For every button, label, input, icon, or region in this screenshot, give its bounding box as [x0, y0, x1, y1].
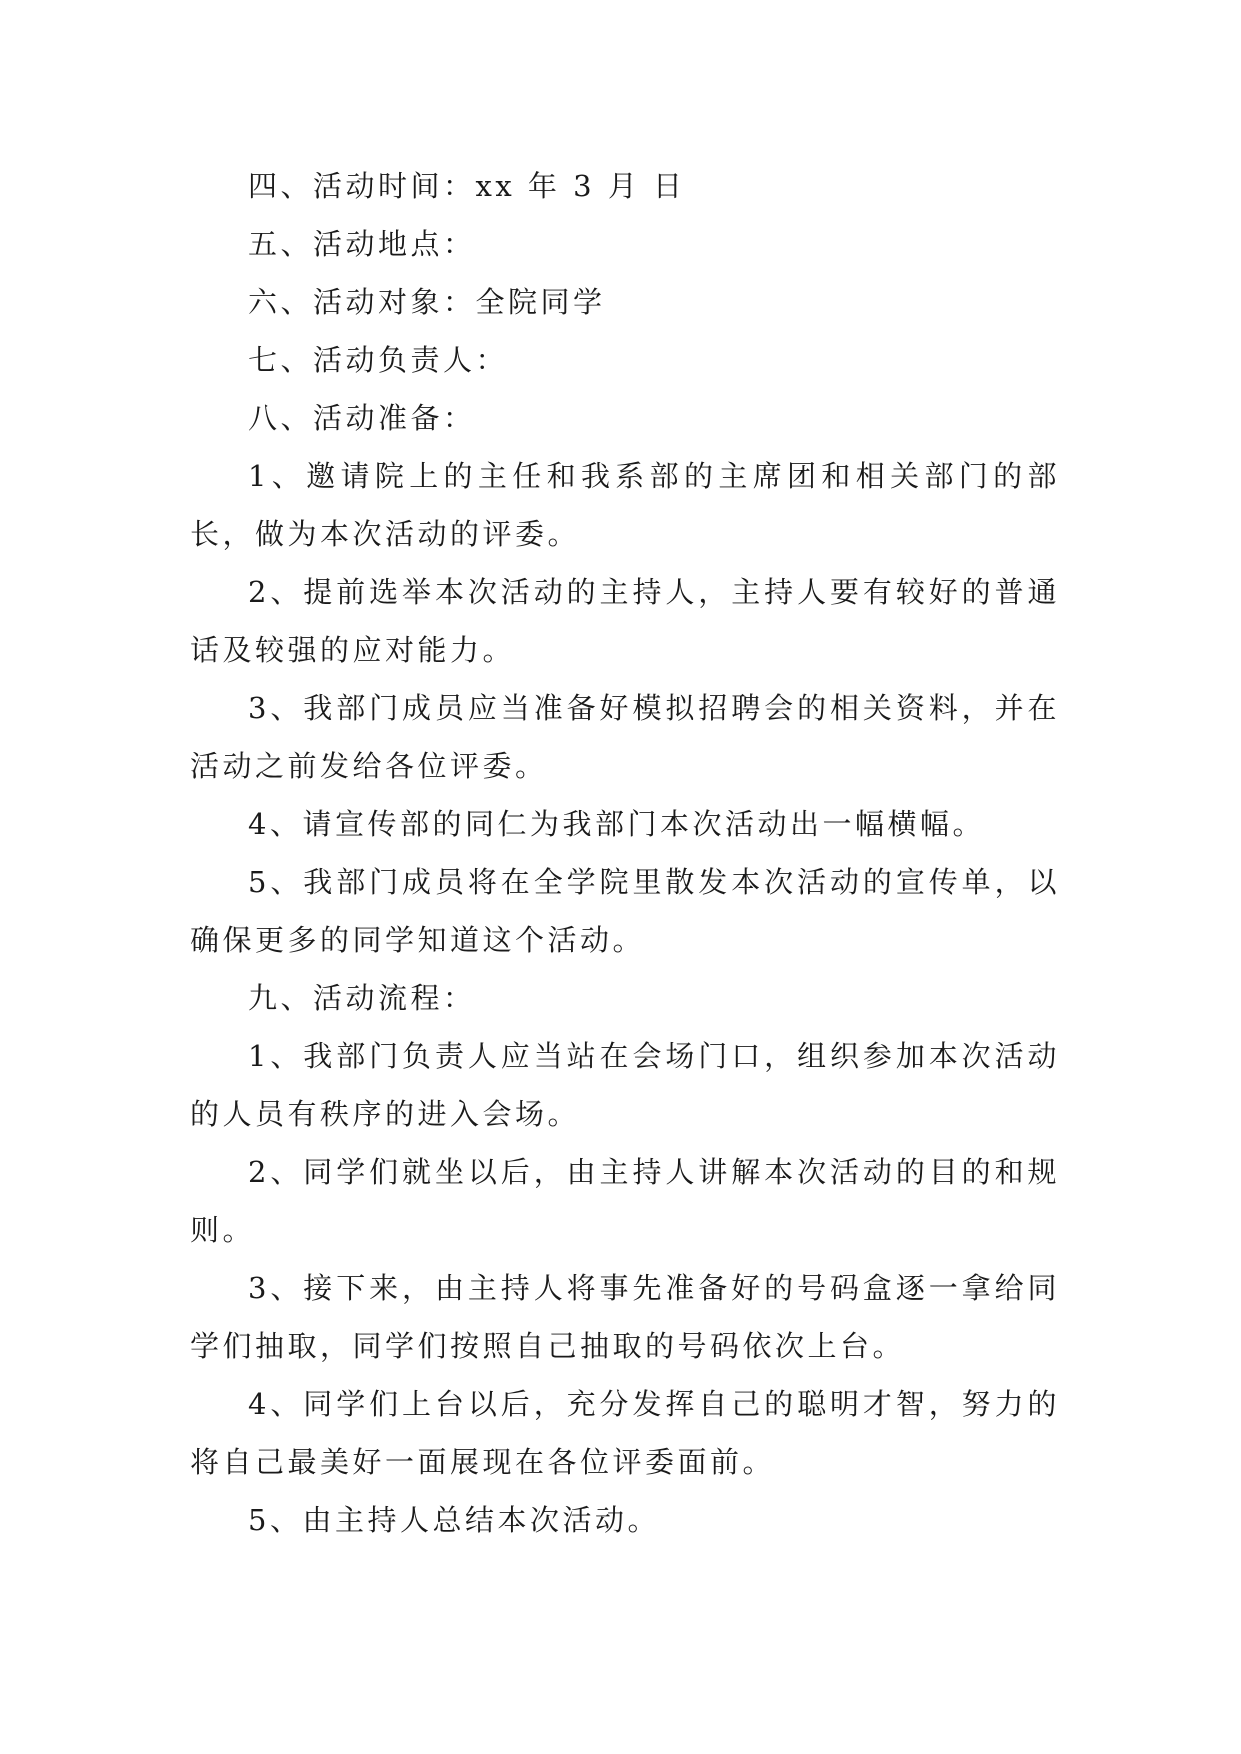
- section-activity-location: 五、活动地点：: [248, 227, 476, 261]
- process-item-3: 3、接下来，由主持人将事先准备好的号码盒逐一拿给同学们抽取，同学们按照自己抽取的号码依次上台。: [190, 1271, 1060, 1363]
- section-preparation-heading: 八、活动准备：: [248, 401, 476, 435]
- process-item-5: 5、由主持人总结本次活动。: [248, 1503, 660, 1537]
- preparation-item-4: 4、请宣传部的同仁为我部门本次活动出一幅横幅。: [248, 807, 985, 841]
- preparation-item-5: 5、我部门成员将在全学院里散发本次活动的宣传单，以确保更多的同学知道这个活动。: [190, 865, 1060, 957]
- document-body: [190, 157, 1060, 1549]
- section-activity-lead: 七、活动负责人：: [248, 343, 509, 377]
- process-item-4: 4、同学们上台以后，充分发挥自己的聪明才智，努力的将自己最美好一面展现在各位评委面前。: [190, 1387, 1060, 1479]
- section-activity-time: 四、活动时间：xx 年 3 月 日: [248, 169, 686, 203]
- section-process-heading: 九、活动流程：: [248, 981, 476, 1015]
- section-activity-audience: 六、活动对象：全院同学: [248, 285, 606, 319]
- preparation-item-1: 1、邀请院上的主任和我系部的主席团和相关部门的部长，做为本次活动的评委。: [190, 459, 1060, 551]
- preparation-item-2: 2、提前选举本次活动的主持人，主持人要有较好的普通话及较强的应对能力。: [190, 575, 1060, 667]
- preparation-item-3: 3、我部门成员应当准备好模拟招聘会的相关资料，并在活动之前发给各位评委。: [190, 691, 1060, 783]
- process-item-1: 1、我部门负责人应当站在会场门口，组织参加本次活动的人员有秩序的进入会场。: [190, 1039, 1060, 1131]
- process-item-2: 2、同学们就坐以后，由主持人讲解本次活动的目的和规则。: [190, 1155, 1060, 1247]
